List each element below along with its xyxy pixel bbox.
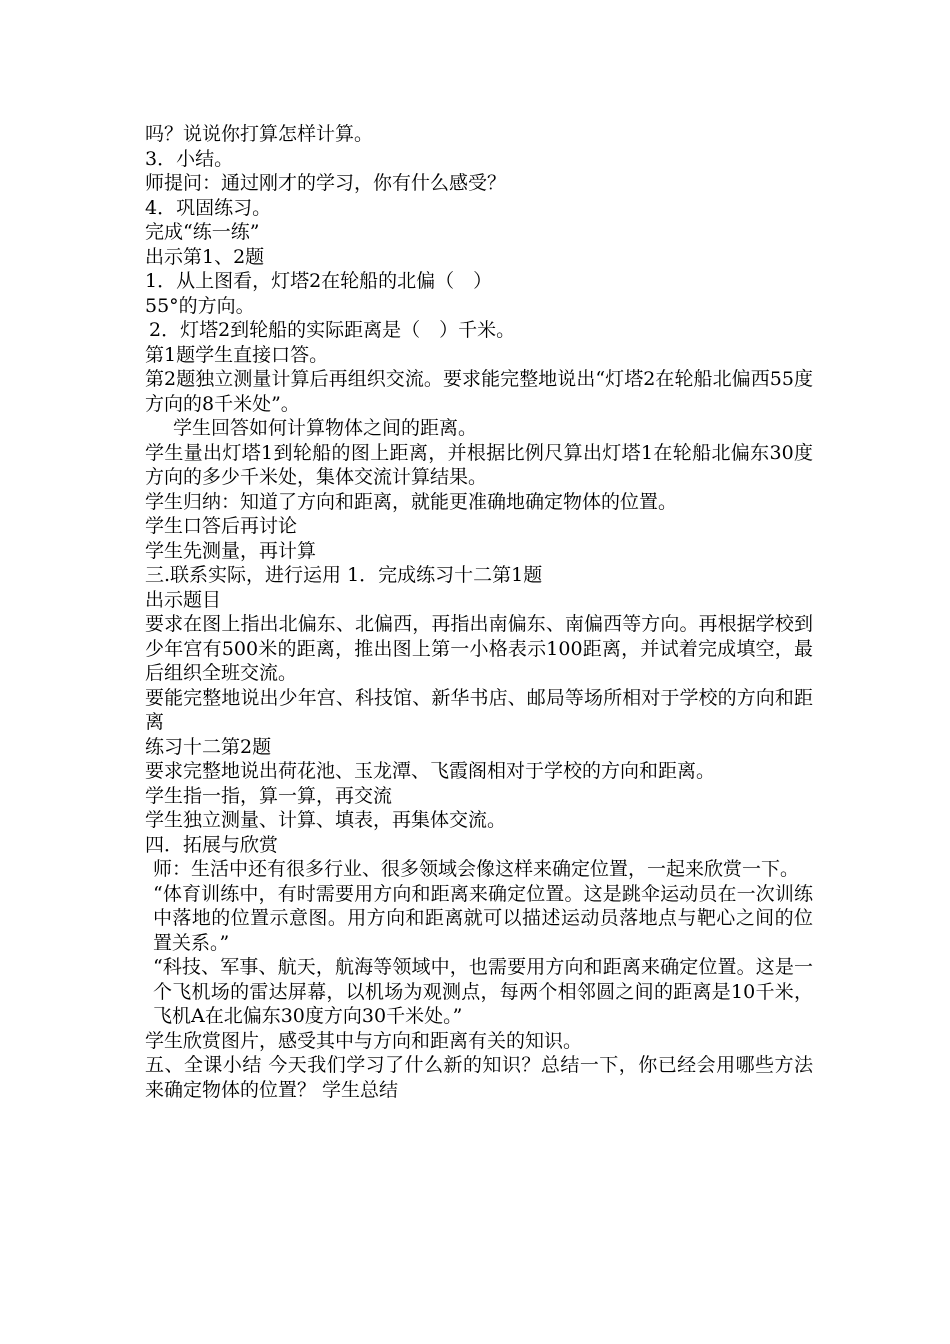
paragraph: 学生欣赏图片，感受其中与方向和距离有关的知识。 (145, 1029, 583, 1052)
paragraph: 学生口答后再讨论 (145, 515, 298, 537)
paragraph: 要求在图上指出北偏东、北偏西，再指出南偏东、南偏西等方向。再根据学校到少年宫有500米的距离，推出图上第一小格表示100距离，并试着完成填空，最后组织全班交流。 (145, 613, 813, 684)
question-item: 1．从上图看，灯塔2在轮船的北偏（ ） (145, 270, 493, 292)
section-heading: 四．拓展与欣赏 (145, 833, 279, 856)
quote-paragraph: “科技、军事、航天，航海等领域中，也需要用方向和距离来确定位置。这是一个飞机场的雷达屏幕，以机场为观测点，每两个相邻圆之间的距离是10千米，飞机A在北偏东30度方向30千米处。” (153, 956, 813, 1027)
paragraph: 第1题学生直接口答。 (145, 343, 329, 366)
paragraph: 学生指一指，算一算，再交流 (145, 784, 393, 807)
paragraph: 师提问：通过刚才的学习，你有什么感受？ (145, 172, 507, 194)
paragraph: 学生回答如何计算物体之间的距离。 (173, 417, 478, 439)
paragraph: 要求完整地说出荷花池、玉龙潭、飞霞阁相对于学校的方向和距离。 (145, 760, 716, 782)
paragraph: 学生独立测量、计算、填表，再集体交流。 (145, 809, 507, 831)
paragraph: 出示题目 (145, 588, 222, 611)
paragraph: 学生归纳：知道了方向和距离，就能更准确地确定物体的位置。 (145, 490, 678, 513)
question-item-continuation: 55°的方向。 (145, 294, 255, 317)
section-heading: 3．小结。 (145, 147, 234, 170)
section-heading: 五、全课小结 今天我们学习了什么新的知识？总结一下，你已经会用哪些方法来确定物体的位置？ 学生总结 (145, 1054, 813, 1101)
document-page (145, 122, 813, 1102)
paragraph: 出示第1、2题 (145, 245, 265, 268)
paragraph: 师：生活中还有很多行业、很多领域会像这样来确定位置，一起来欣赏一下。 (153, 858, 800, 880)
paragraph: 第2题独立测量计算后再组织交流。要求能完整地说出“灯塔2在轮船北偏西55度方向的8千米处”。 (145, 368, 813, 415)
question-item: 2．灯塔2到轮船的实际距离是（ ）千米。 (149, 319, 516, 341)
paragraph: 完成“练一练” (145, 221, 260, 243)
paragraph: 学生先测量，再计算 (145, 539, 317, 562)
paragraph: 吗？说说你打算怎样计算。 (145, 123, 374, 145)
section-heading: 三.联系实际，进行运用 1．完成练习十二第1题 (145, 564, 543, 586)
paragraph: 练习十二第2题 (145, 735, 272, 758)
section-heading: 4．巩固练习。 (145, 196, 272, 219)
paragraph: 要能完整地说出少年宫、科技馆、新华书店、邮局等场所相对于学校的方向和距离 (145, 686, 813, 733)
quote-paragraph: “体育训练中，有时需要用方向和距离来确定位置。这是跳伞运动员在一次训练中落地的位置示意图。用方向和距离就可以描述运动员落地点与靶心之间的位置关系。” (153, 882, 813, 954)
paragraph: 学生量出灯塔1到轮船的图上距离，并根据比例尺算出灯塔1在轮船北偏东30度方向的多少千米处，集体交流计算结果。 (145, 441, 813, 488)
